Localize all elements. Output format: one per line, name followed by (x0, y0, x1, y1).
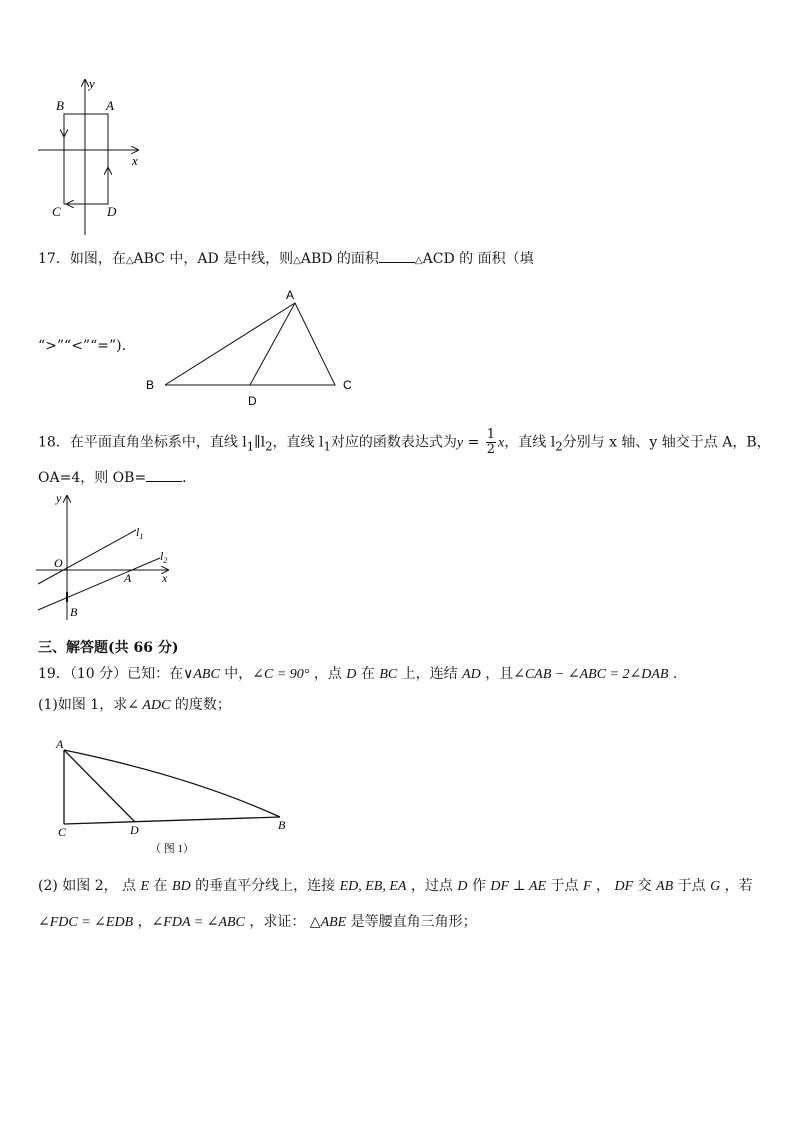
question-17-text: 17．如图，在△ABC 中，AD 是中线，则△ABD 的面积 △ACD 的 面积（填 (38, 251, 534, 267)
x-axis-label: x (132, 153, 138, 168)
vertex-c-label: C (58, 825, 67, 839)
line-l1-label: $l_1$ (136, 525, 144, 541)
vertex-a-label: A (56, 737, 64, 751)
y-axis-label: y (56, 491, 62, 505)
point-b-label: B (70, 605, 78, 619)
answer-blank (379, 250, 415, 263)
rectangle-coordinate-figure (30, 70, 150, 240)
point-d-label: D (107, 204, 117, 219)
y-axis-label: y (89, 76, 95, 91)
vertex-b-label: B (278, 818, 286, 832)
point-c-label: C (52, 204, 61, 219)
question-19-part1: (1)如图 1，求∠ ADC 的度数； (38, 697, 231, 713)
vertex-a-label: A (286, 288, 295, 302)
point-b-label: B (56, 98, 64, 113)
line-l2-label: $l_2$ (160, 549, 168, 565)
vertex-b-label: B (146, 378, 155, 392)
vertex-c-label: C (343, 378, 352, 392)
point-a-label: A (124, 571, 132, 585)
question-17-options: “>”“<”“=”). (38, 338, 127, 354)
figure-caption: （ 图 1） (150, 843, 194, 855)
figure-1 (50, 736, 300, 861)
point-a-label: A (106, 98, 114, 113)
x-axis-label: x (162, 571, 168, 585)
question-19-part2-line1: (2) 如图 2， 点 E 在 BD 的垂直平分线上，连接 ED, EB, EA ，过点 D 作 DF ⊥ AE 于点 F ， DF 交 AB 于点 G ，若 (38, 878, 753, 894)
point-d-label: D (130, 823, 139, 837)
question-18-line2: OA=4，则 OB= . (38, 470, 187, 486)
parallel-lines-figure (32, 488, 182, 623)
point-d-label: D (248, 394, 257, 408)
question-19-stem: 19．（10 分）已知：在∨ABC 中，∠C = 90° ，点 D 在 BC 上，连结 AD ，且∠CAB − ∠ABC = 2∠DAB . (38, 666, 678, 682)
triangle-abc-figure (140, 285, 360, 410)
origin-label: O (54, 556, 63, 570)
fraction-one-half: $\frac{1}{2}$ (486, 427, 496, 457)
section-heading: 三、解答题(共 66 分) (38, 640, 179, 656)
question-19-part2-line2: ∠FDC = ∠EDB ，∠FDA = ∠ABC ，求证： △ABE 是等腰直角三角形； (38, 914, 477, 930)
question-18-text: 18．在平面直角坐标系中，直线 $l_1\parallel l_2$，直线 $l_1$对应的函数表达式为y = $\frac{1}{2}$ x，直线 $l_2$分别与 x 轴、y 轴交于点 A，B， (38, 427, 771, 457)
answer-blank (146, 469, 182, 482)
